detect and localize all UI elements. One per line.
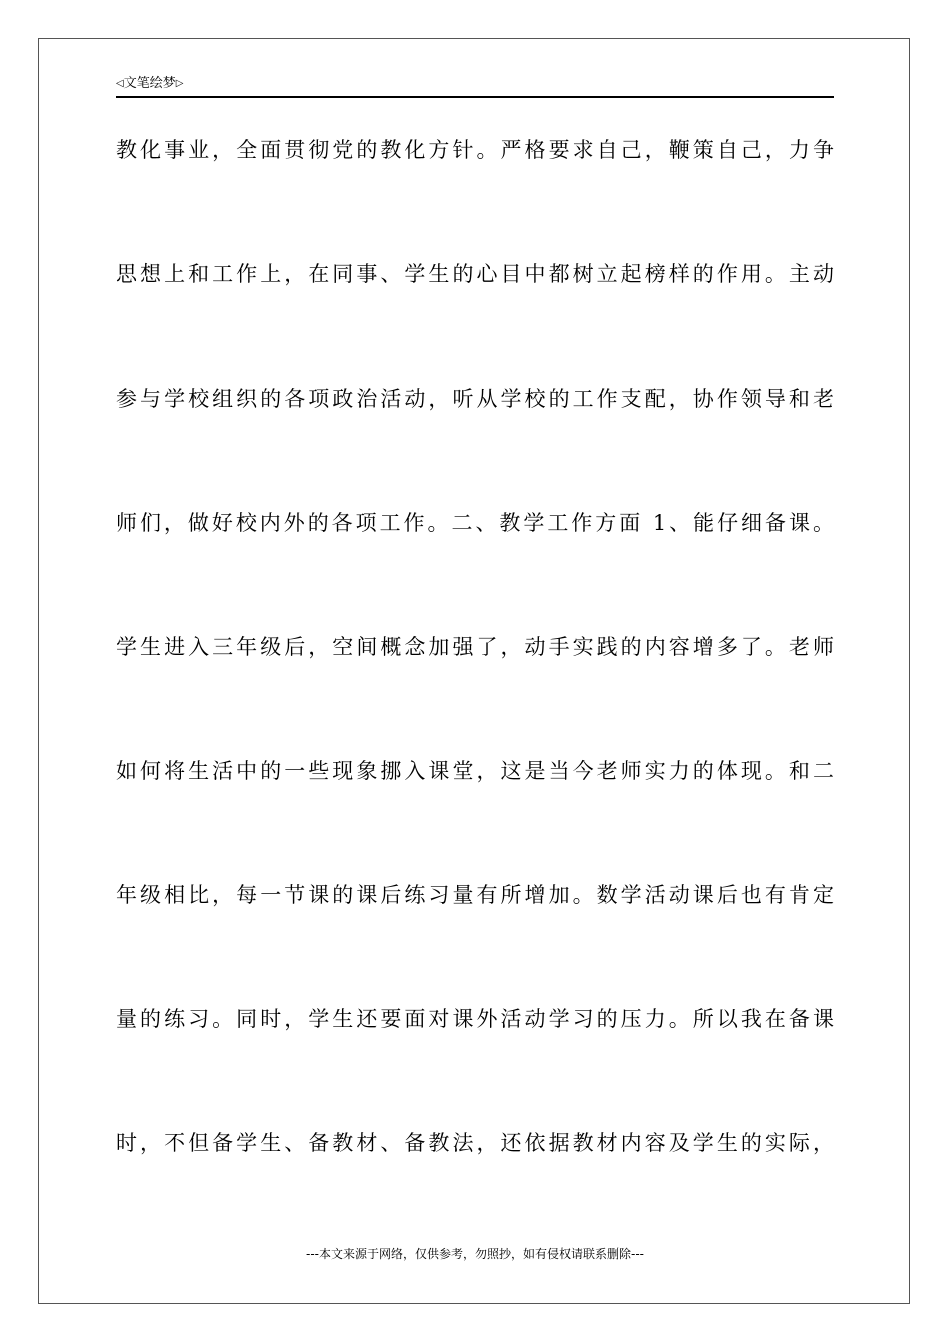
body-line: 量的练习。同时，学生还要面对课外活动学习的压力。所以我在备课 bbox=[116, 1007, 834, 1031]
body-line: 如何将生活中的一些现象挪入课堂，这是当今老师实力的体现。和二 bbox=[116, 759, 834, 783]
body-line: 时，不但备学生、备教材、备教法，还依据教材内容及学生的实际， bbox=[116, 1131, 834, 1155]
body-line: 教化事业，全面贯彻党的教化方针。严格要求自己，鞭策自己，力争 bbox=[116, 138, 834, 162]
body-line: 年级相比，每一节课的课后练习量有所增加。数学活动课后也有肯定 bbox=[116, 883, 834, 907]
page-frame bbox=[38, 38, 910, 1304]
body-line: 师们，做好校内外的各项工作。二、教学工作方面 1、能仔细备课。 bbox=[116, 511, 834, 535]
header-title-group bbox=[116, 76, 183, 92]
footer-notice: ---本文来源于网络，仅供参考，勿照抄，如有侵权请联系删除--- bbox=[306, 1247, 644, 1261]
right-triangle-icon: ▷ bbox=[175, 78, 184, 89]
body-line: 参与学校组织的各项政治活动，听从学校的工作支配，协作领导和老 bbox=[116, 387, 834, 411]
body-line: 思想上和工作上，在同事、学生的心目中都树立起榜样的作用。主动 bbox=[116, 262, 834, 286]
left-triangle-icon: ◁ bbox=[116, 78, 124, 89]
page-header bbox=[116, 74, 834, 98]
body-line: 学生进入三年级后，空间概念加强了，动手实践的内容增多了。老师 bbox=[116, 635, 834, 659]
header-title: 文笔绘梦 bbox=[123, 76, 176, 91]
